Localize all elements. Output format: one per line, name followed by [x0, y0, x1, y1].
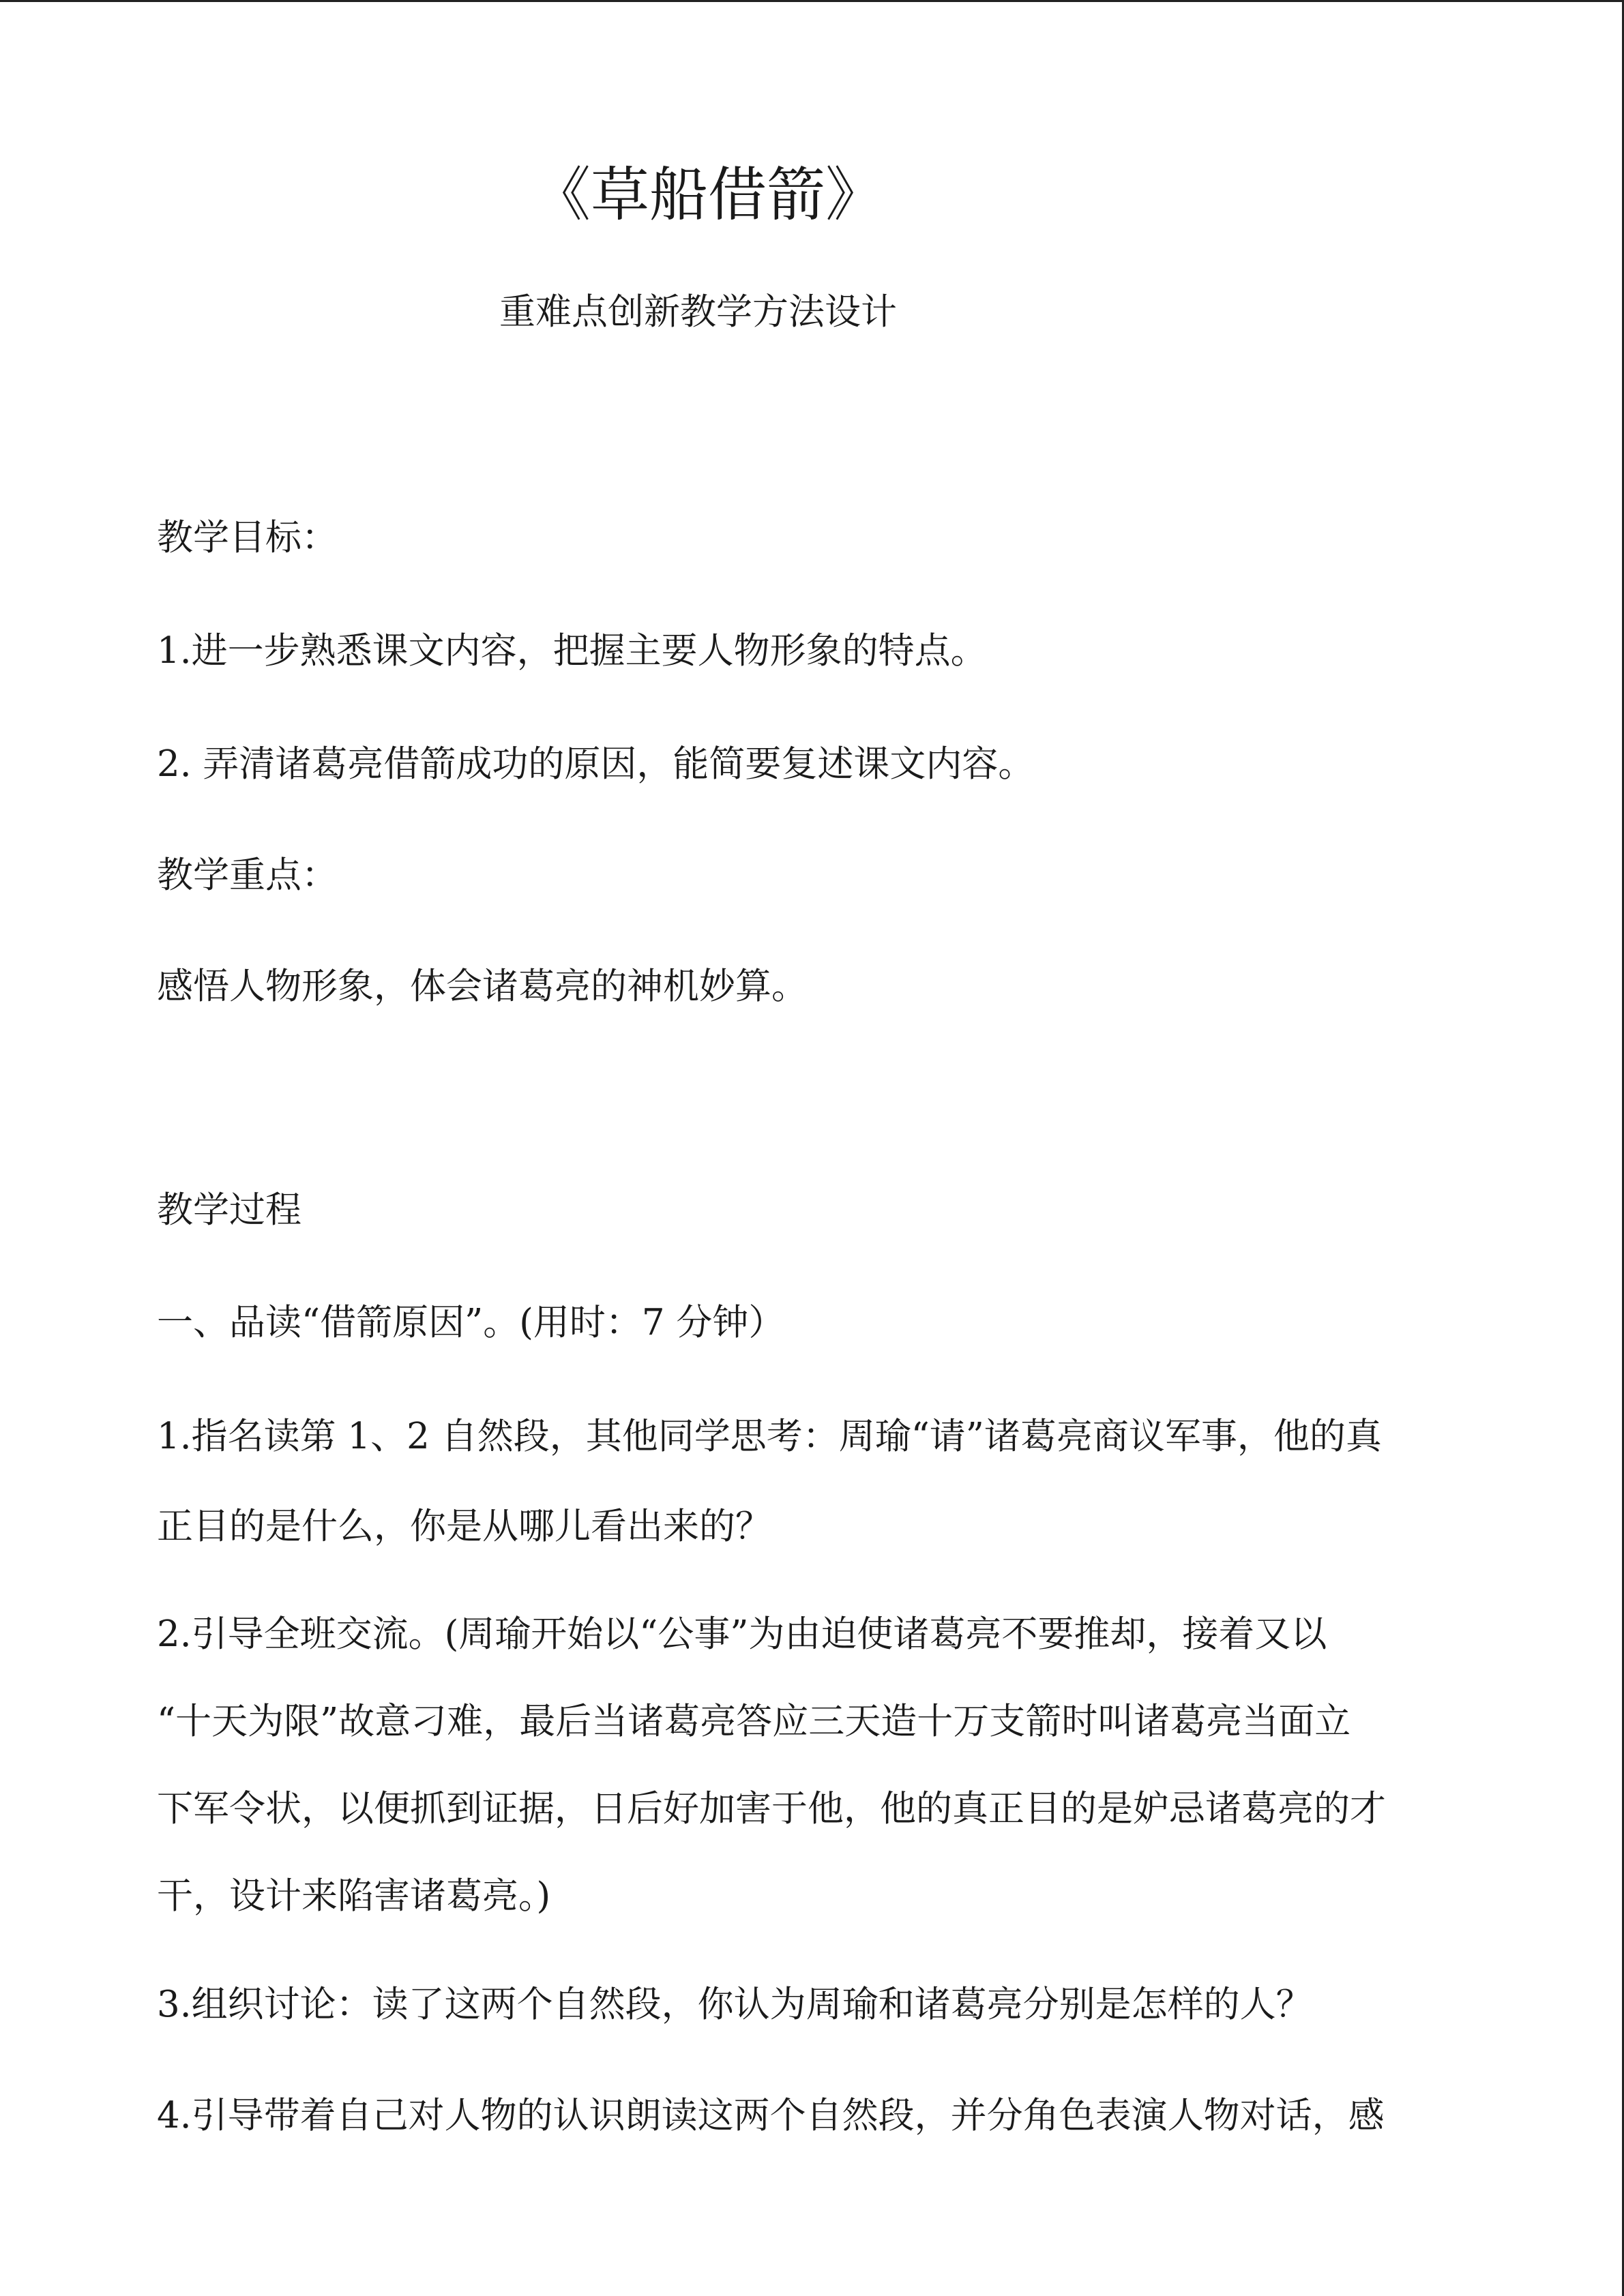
objective-1: 1.进一步熟悉课文内容，把握主要人物形象的特点。: [157, 630, 987, 672]
paragraph-line: 1.指名读第 1、2 自然段，其他同学思考：周瑜“请”诸葛亮商议军事，他的真: [157, 1416, 1382, 1457]
section-heading-process: 教学过程: [157, 1189, 301, 1231]
paragraph-line: 4.引导带着自己对人物的认识朗读这两个自然段，并分角色表演人物对话，感: [157, 2095, 1385, 2136]
document-subtitle: 重难点创新教学方法设计: [499, 291, 897, 333]
process-step-1-heading: 一、品读“借箭原因”。(用时：7 分钟）: [157, 1302, 785, 1343]
paragraph-line: 2.引导全班交流。(周瑜开始以“公事”为由迫使诸葛亮不要推却，接着又以: [157, 1613, 1327, 1655]
paragraph-line: “十天为限”故意刁难，最后当诸葛亮答应三天造十万支箭时叫诸葛亮当面立: [157, 1701, 1351, 1742]
objective-2: 2. 弄清诸葛亮借箭成功的原因，能简要复述课文内容。: [157, 743, 1035, 785]
paragraph-line: 下军令状，以便抓到证据，日后好加害于他，他的真正目的是妒忌诸葛亮的才: [157, 1788, 1386, 1830]
section-heading-objectives: 教学目标：: [157, 517, 338, 558]
document-title: 《草船借箭》: [532, 161, 884, 229]
key-point-text: 感悟人物形象，体会诸葛亮的神机妙算。: [157, 966, 808, 1007]
paragraph-line: 干，设计来陷害诸葛亮。): [157, 1875, 551, 1917]
section-heading-key-points: 教学重点：: [157, 854, 338, 896]
paragraph-line: 正目的是什么，你是从哪儿看出来的？: [157, 1506, 771, 1547]
paragraph-line: 3.组织讨论：读了这两个自然段，你认为周瑜和诸葛亮分别是怎样的人？: [157, 1984, 1312, 2025]
